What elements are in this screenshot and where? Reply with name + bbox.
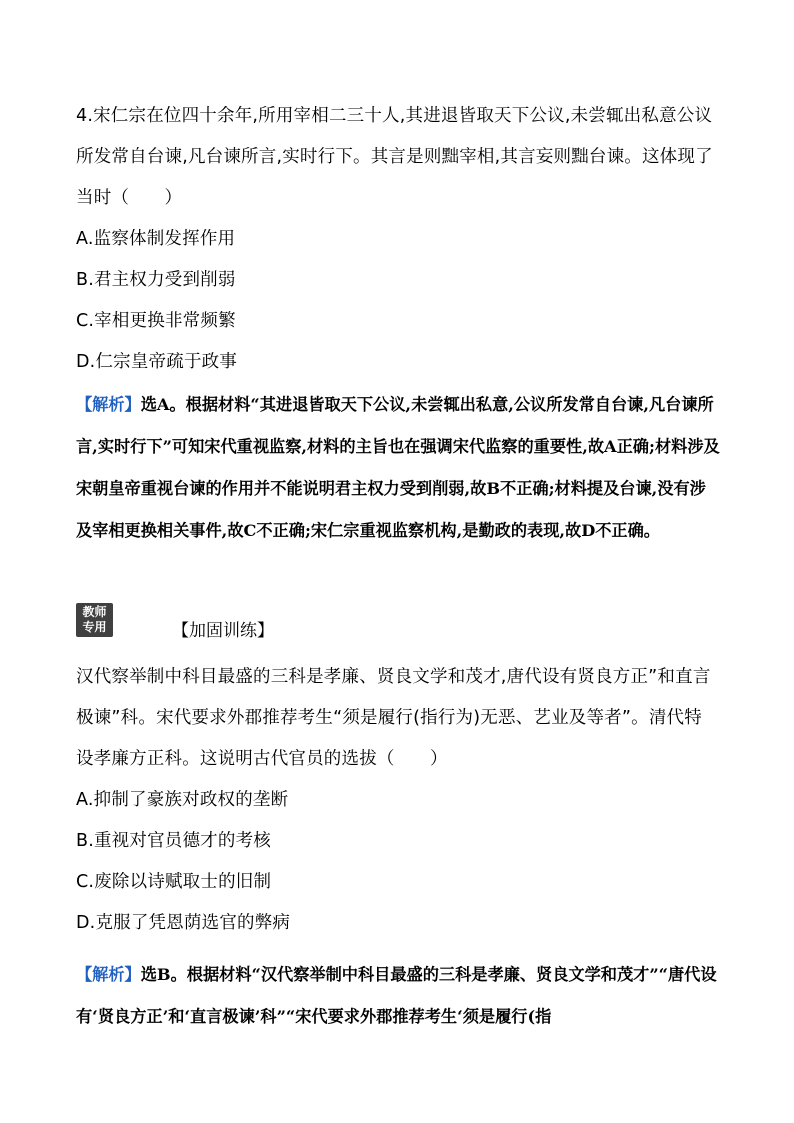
analysis-text: 选B。根据材料“汉代察举制中科目最盛的三科是孝廉、贤良文学和茂才”“唐代设有‘贤良方正’和‘直言极谏’科”“宋代要求外郡推荐考生‘须是履行(指 <box>76 965 717 1026</box>
question-4 <box>76 96 718 383</box>
option-c: C.宰相更换非常频繁 <box>76 311 236 331</box>
analysis-block <box>76 384 722 552</box>
badge-line-1: 教师 <box>82 605 107 619</box>
option-d: D.仁宗皇帝疏于政事 <box>76 352 238 372</box>
option-d: D.克服了凭恩荫选官的弊病 <box>76 913 291 933</box>
option-b: B.君主权力受到削弱 <box>76 270 236 290</box>
practice-question <box>76 657 718 944</box>
analysis-text: 选A。根据材料“其进退皆取天下公议,未尝辄出私意,公议所发常自台谏,凡台谏所言,实时行下”可知宋代重视监察,材料的主旨也在强调宋代监察的重要性,故A正确;材料涉及宋朝皇帝重视台谏的作用并不能说明君主权力受到削弱,故B不正确;材料提及台谏,没有涉及宰相更换相关事件,故C不正确;宋仁宗重视监察机构,是勤政的表现,故D不正确。 <box>76 395 720 540</box>
analysis-label: 【解析】 <box>76 965 141 984</box>
option-b: B.重视对官员德才的考核 <box>76 831 271 851</box>
question-stem: 4.宋仁宗在位四十余年,所用宰相二三十人,其进退皆取天下公议,未尝辄出私意公议所发常自台谏,凡台谏所言,实时行下。其言是则黜宰相,其言妄则黜台谏。这体现了当时（ ） <box>76 106 713 208</box>
option-c: C.废除以诗赋取士的旧制 <box>76 872 272 892</box>
section-title: 【加固训练】 <box>172 621 274 641</box>
option-a: A.监察体制发挥作用 <box>76 229 236 249</box>
option-a: A.抑制了豪族对政权的垄断 <box>76 790 289 810</box>
badge-line-2: 专用 <box>82 620 107 634</box>
teacher-only-badge <box>76 603 113 637</box>
question-stem: 汉代察举制中科目最盛的三科是孝廉、贤良文学和茂才,唐代设有贤良方正”和直言极谏”科。宋代要求外郡推荐考生“须是履行(指行为)无恶、艺业及等者”。清代特设孝廉方正科。这说明古代官员的选拔（ ） <box>76 667 711 769</box>
analysis-label: 【解析】 <box>76 395 141 414</box>
analysis-block <box>76 954 722 1038</box>
